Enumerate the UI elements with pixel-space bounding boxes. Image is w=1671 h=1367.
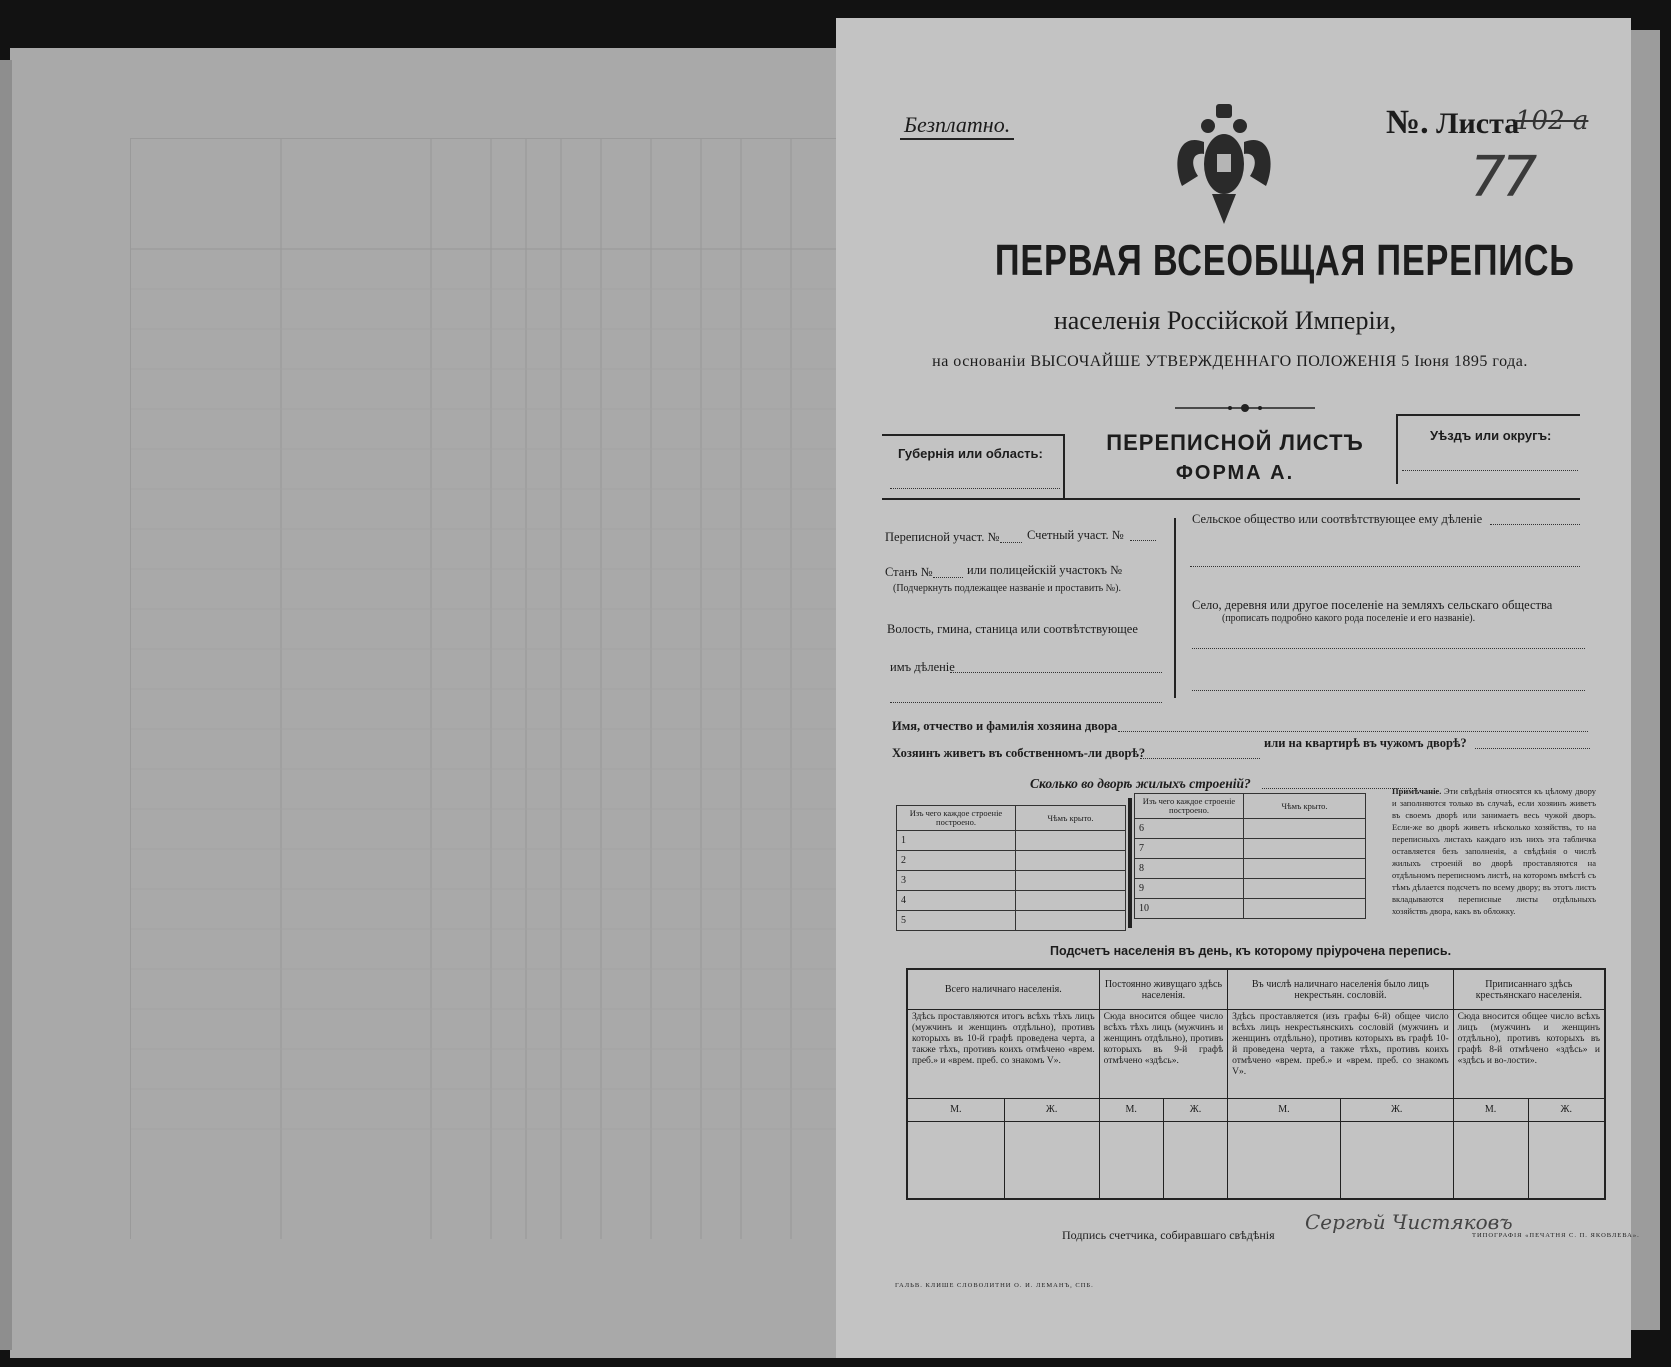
roof-header: Чѣмъ крыто. — [1244, 794, 1366, 819]
row-number: 8 — [1135, 859, 1244, 879]
census-area-label: Переписной участ. № — [885, 530, 1000, 544]
row-number: 7 — [1135, 839, 1244, 859]
roof-header: Чѣмъ крыто. — [1016, 806, 1126, 831]
ornament-divider — [1175, 402, 1315, 414]
population-count-title: Подсчетъ населенія въ день, къ которому пріурочена перепись. — [1050, 944, 1452, 958]
number-sign: №. — [1386, 104, 1429, 141]
count-col-permanent-header: Постоянно живущаго здѣсь населенія. — [1099, 969, 1228, 1010]
page-stack-edge-right — [1630, 30, 1660, 1330]
count-cell — [907, 1121, 1004, 1199]
count-cell — [1099, 1121, 1163, 1199]
owner-residence-label: Хозяинъ живетъ въ собственномъ-ли дворѣ? — [892, 746, 1146, 760]
census-sheet-title: ПЕРЕПИСНОЙ ЛИСТЪ — [1106, 430, 1364, 455]
row-number: 2 — [897, 851, 1016, 871]
free-label: Безплатно. — [900, 112, 1014, 140]
buildings-table-left — [896, 805, 1126, 931]
count-area-label: Счетный участ. № — [1027, 528, 1124, 542]
count-col-permanent-desc: Сюда вносится общее число всѣхъ тѣхъ лицъ (мужчинъ и женщинъ отдѣльно), противъ которыхъ въ 9-й графѣ отмѣчено «здѣсь». — [1099, 1010, 1228, 1098]
enumerator-signature-label: Подпись счетчика, собиравшаго свѣдѣнія — [1062, 1228, 1275, 1242]
volost-label-cont: имъ дѣленіе — [890, 660, 955, 674]
count-cell — [1004, 1121, 1099, 1199]
village-instruction: (прописать подробно какого рода поселеніе и его названіе). — [1222, 613, 1476, 624]
count-cell — [1340, 1121, 1453, 1199]
stan-label: Станъ № — [885, 565, 933, 579]
count-col-registered-desc: Сюда вносится общее число всѣхъ лицъ (мужчинъ и женщинъ отдѣльно), противъ которыхъ въ графѣ 8-й отмѣчено «здѣсь» и «здѣсь и во-лости». — [1453, 1010, 1605, 1098]
rural-society-label: Сельское общество или соотвѣтствующее ему дѣленіе — [1192, 512, 1483, 526]
sheet-label: Листа — [1436, 107, 1520, 140]
buildings-note — [1392, 785, 1596, 917]
row-number: 4 — [897, 891, 1016, 911]
form-type: ФОРМА А. — [1175, 462, 1295, 484]
imprint-right: ТИПОГРАФІЯ «ПЕЧАТНЯ С. П. ЯКОВЛЕВА». — [1472, 1232, 1640, 1239]
count-col-total-desc: Здѣсь проставляются итогъ всѣхъ тѣхъ лицъ (мужчинъ и женщинъ отдѣльно), противъ которыхъ въ 10-й графѣ проведена черта, а также тѣхъ, противъ коихъ отмѣчено «врем. преб.» и «врем. преб. со знакомъ V». — [907, 1010, 1099, 1098]
female-header: Ж. — [1163, 1098, 1227, 1121]
volost-label: Волость, гмина, станица или соотвѣтствующее — [887, 622, 1138, 636]
buildings-question: Сколько во дворѣ жилыхъ строеній? — [1030, 776, 1251, 791]
row-number: 5 — [897, 911, 1016, 931]
district-label: Уѣздъ или округъ: — [1430, 428, 1552, 443]
count-col-noncrest-desc: Здѣсь проставляется (изъ графы 6-й) общее число всѣхъ лицъ некрестьянскихъ сословій (мужчинъ и женщинъ отдѣльно), противъ которыхъ въ графѣ 10-й проведена черта, а также тѣхъ, противъ коихъ отмѣчено «врем. преб.» и «врем. преб. со знакомъ V». — [1228, 1010, 1453, 1098]
row-number: 1 — [897, 831, 1016, 851]
row-number: 3 — [897, 871, 1016, 891]
page-stack-edge-left — [0, 60, 12, 1350]
male-header: М. — [1228, 1098, 1341, 1121]
archive-number-handwritten: 77 — [1470, 145, 1534, 210]
police-precinct-label: или полицейскій участокъ № — [967, 563, 1123, 577]
note-body: Эти свѣдѣнія относятся къ цѣлому двору и заполняются только въ случаѣ, если хозяинъ живетъ въ своемъ дворѣ или занимаетъ весь чужой дворъ. Если-же во дворѣ живетъ нѣсколько хозяйствъ, то на переписныхъ листахъ каждаго изъ нихъ эта табличка оставляется безъ заполненія, а свѣдѣнія о числѣ жилыхъ строеній во дворѣ проставляются на отдѣльномъ переписномъ листѣ, на которомъ вмѣстѣ съ тѣмъ дѣлается подсчетъ по всему двору; въ этотъ листъ вкладываются переписные листы отдѣльныхъ хозяйствъ двора, какъ въ обложку. — [1392, 786, 1596, 916]
count-cell — [1528, 1121, 1605, 1199]
row-number: 10 — [1135, 899, 1244, 919]
material-header: Изъ чего каждое строеніе построено. — [1135, 794, 1244, 819]
row-number: 9 — [1135, 879, 1244, 899]
female-header: Ж. — [1340, 1098, 1453, 1121]
legal-basis: на основаніи ВЫСОЧАЙШЕ УТВЕРЖДЕННАГО ПОЛОЖЕНІЯ 5 Іюня 1895 года. — [932, 353, 1528, 370]
document-title: ПЕРВАЯ ВСЕОБЩАЯ ПЕРЕПИСЬ — [994, 236, 1575, 285]
note-heading: Примѣчаніе. — [1392, 786, 1442, 796]
male-header: М. — [1099, 1098, 1163, 1121]
count-cell — [1453, 1121, 1528, 1199]
document-subtitle: населенія Россійской Имперіи, — [1053, 306, 1397, 335]
material-header: Изъ чего каждое строеніе построено. — [897, 806, 1016, 831]
left-page-grid — [130, 138, 841, 1239]
buildings-table-right — [1134, 793, 1366, 919]
female-header: Ж. — [1004, 1098, 1099, 1121]
female-header: Ж. — [1528, 1098, 1605, 1121]
underline-instruction: (Подчеркнуть подлежащее названіе и проставить №). — [893, 583, 1121, 594]
apartment-label: или на квартирѣ въ чужомъ дворѣ? — [1264, 736, 1467, 750]
population-count-table — [906, 968, 1606, 1200]
province-label: Губернія или область: — [898, 446, 1043, 461]
count-cell — [1228, 1121, 1341, 1199]
count-cell — [1163, 1121, 1227, 1199]
village-label: Село, деревня или другое поселеніе на земляхъ сельскаго общества — [1192, 598, 1553, 612]
sheet-number-label — [1386, 104, 1519, 142]
count-col-total-header: Всего наличнаго населенія. — [907, 969, 1099, 1010]
imprint-left: ГАЛЬВ. КЛИШЕ СЛОВОЛИТНИ О. И. ЛЕМАНЪ, СПБ. — [895, 1282, 1094, 1289]
sheet-number-handwritten: 102 а — [1515, 106, 1589, 136]
enumerator-signature-handwritten: Сергѣй Чистяковъ — [1305, 1210, 1513, 1234]
owner-name-label: Имя, отчество и фамилія хозяина двора — [892, 719, 1118, 733]
left-page — [10, 48, 841, 1358]
count-col-registered-header: Приписаннаго здѣсь крестьянскаго населенія. — [1453, 969, 1605, 1010]
male-header: М. — [1453, 1098, 1528, 1121]
count-col-noncrest-header: Въ числѣ наличнаго населенія было лицъ некрестьян. сословій. — [1228, 969, 1453, 1010]
double-headed-eagle-emblem — [1168, 102, 1280, 230]
male-header: М. — [907, 1098, 1004, 1121]
row-number: 6 — [1135, 819, 1244, 839]
column-divider — [1174, 518, 1176, 698]
table-double-rule — [1128, 798, 1132, 928]
